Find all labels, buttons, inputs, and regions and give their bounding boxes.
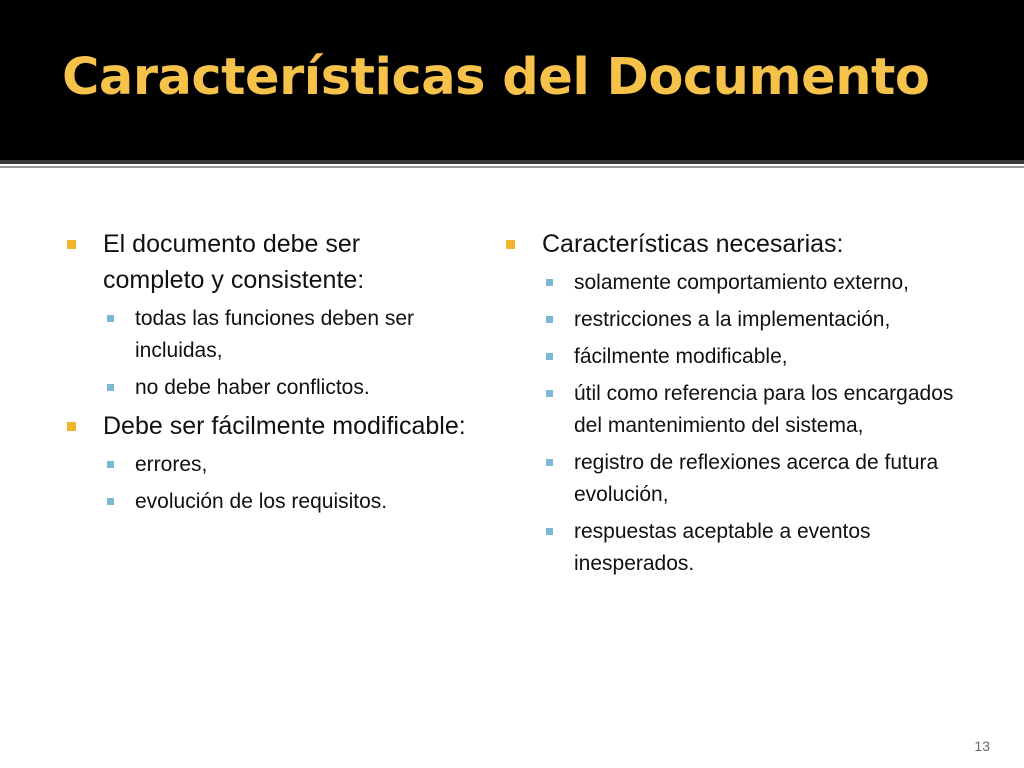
sub-list-item xyxy=(542,378,975,442)
list-item xyxy=(505,226,975,580)
list-item xyxy=(66,408,466,518)
sub-bullet-text: todas las funciones deben ser incluidas, xyxy=(135,307,415,362)
sub-list-item xyxy=(103,303,466,367)
square-bullet-icon xyxy=(546,390,553,397)
square-bullet-icon xyxy=(546,316,553,323)
square-bullet-icon xyxy=(546,279,553,286)
left-bullet-list xyxy=(66,226,466,518)
sub-list-item xyxy=(542,516,975,580)
title-bar xyxy=(0,0,1024,160)
right-bullet-list xyxy=(505,226,975,580)
left-column xyxy=(66,226,466,522)
square-bullet-icon xyxy=(107,384,114,391)
sub-list xyxy=(103,449,466,518)
sub-bullet-text: restricciones a la implementación, xyxy=(574,308,891,331)
title-divider-light xyxy=(0,166,1024,168)
square-bullet-icon xyxy=(107,498,114,505)
bullet-text: Características necesarias: xyxy=(542,230,844,258)
sub-list-item xyxy=(542,447,975,511)
square-bullet-icon xyxy=(546,353,553,360)
sub-bullet-text: registro de reflexiones acerca de futura evolución, xyxy=(574,451,939,506)
list-item xyxy=(66,226,466,404)
sub-bullet-text: no debe haber conflictos. xyxy=(135,376,370,399)
bullet-text: El documento debe ser completo y consistente: xyxy=(103,230,365,294)
sub-list-item xyxy=(542,267,975,299)
sub-list xyxy=(103,303,466,404)
sub-bullet-text: respuestas aceptable a eventos inesperados. xyxy=(574,520,871,575)
sub-list-item xyxy=(103,486,466,518)
sub-bullet-text: fácilmente modificable, xyxy=(574,345,788,368)
sub-bullet-text: evolución de los requisitos. xyxy=(135,490,388,513)
right-column xyxy=(505,226,975,584)
square-bullet-icon xyxy=(506,240,515,249)
sub-list xyxy=(542,267,975,580)
square-bullet-icon xyxy=(546,459,553,466)
bullet-text: Debe ser fácilmente modificable: xyxy=(103,412,466,440)
slide-number: 13 xyxy=(974,738,990,754)
sub-list-item xyxy=(542,304,975,336)
square-bullet-icon xyxy=(546,528,553,535)
square-bullet-icon xyxy=(107,461,114,468)
sub-list-item xyxy=(542,341,975,373)
sub-list-item xyxy=(103,449,466,481)
square-bullet-icon xyxy=(67,422,76,431)
sub-bullet-text: solamente comportamiento externo, xyxy=(574,271,910,294)
square-bullet-icon xyxy=(107,315,114,322)
sub-bullet-text: errores, xyxy=(135,453,208,476)
title-divider xyxy=(0,160,1024,164)
sub-bullet-text: útil como referencia para los encargados del mantenimiento del sistema, xyxy=(574,382,954,437)
sub-list-item xyxy=(103,372,466,404)
slide-title: Características del Documento xyxy=(62,48,930,107)
square-bullet-icon xyxy=(67,240,76,249)
